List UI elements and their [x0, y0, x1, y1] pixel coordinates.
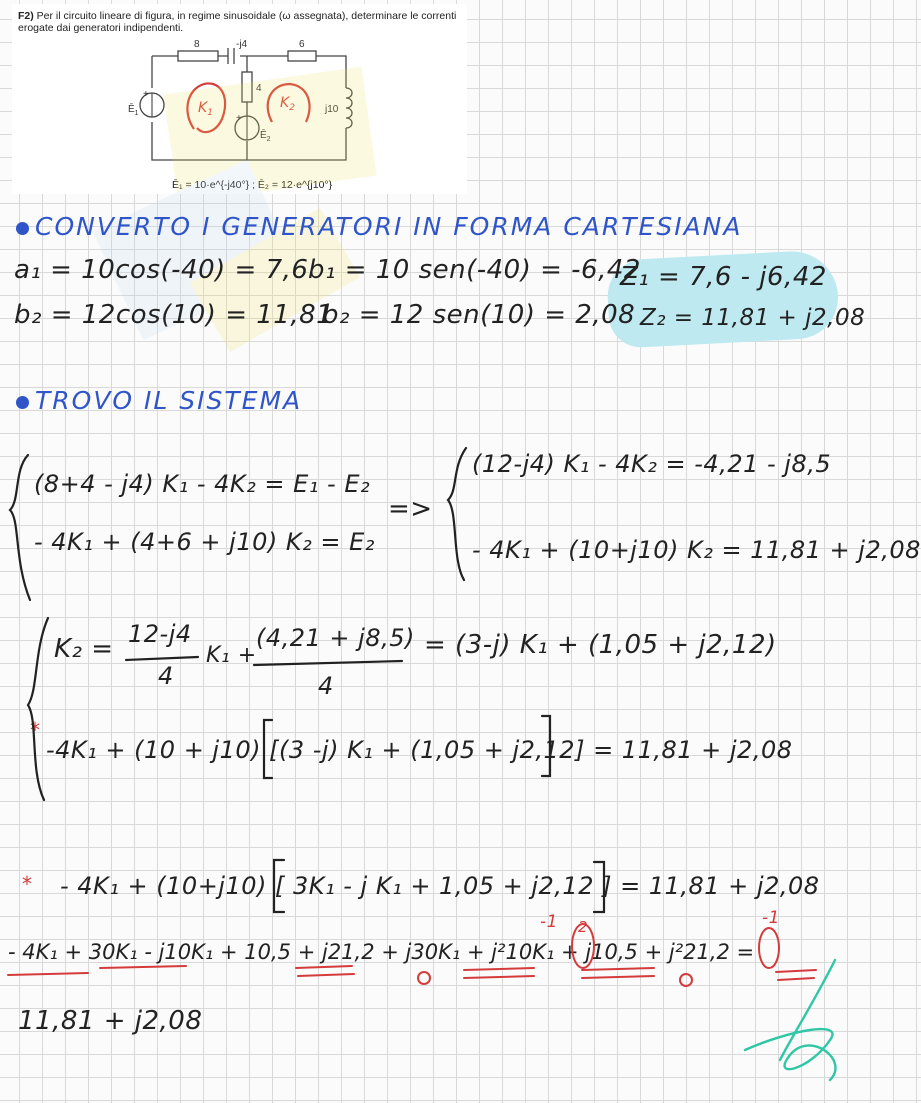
underline-10 — [778, 978, 814, 980]
heading-convert-text: CONVERTO I GENERATORI IN FORMA CARTESIANA — [35, 212, 743, 241]
fraction-bar-2 — [254, 661, 402, 665]
underline-4 — [298, 974, 354, 976]
problem-text: Per il circuito lineare di figura, in regime sinusoidale (ω assegnata), determinare le correnti erogate dai generatori indipendenti. — [18, 10, 457, 34]
problem-panel — [12, 4, 467, 194]
plus-e2: + — [236, 113, 242, 124]
heading-convert — [16, 212, 743, 241]
exp-line3: 11,81 + j2,08 — [18, 1006, 203, 1036]
eq-b1: b₁ = 10 sen(-40) = -6,42 — [308, 255, 641, 285]
mark-minus1-b: -1 — [762, 908, 780, 928]
brace-sys2 — [448, 448, 466, 580]
sys3-frac1-den: 4 — [158, 662, 174, 690]
given-sources: Ē₁ = 10·e^{-j40°} ; Ē₂ = 12·e^{j10°} — [172, 179, 333, 191]
sys3-star: * — [30, 718, 41, 742]
label-e1: $Ē_1$ — [128, 104, 139, 117]
label-inductor: j10 — [325, 104, 339, 115]
resistor-8 — [178, 51, 218, 61]
resistor-6 — [288, 51, 316, 61]
underline-8 — [582, 976, 654, 978]
sys3-line2: -4K₁ + (10 + j10) [(3 -j) K₁ + (1,05 + j2,12] = 11,81 + j2,08 — [46, 736, 793, 764]
circuit-diagram — [12, 4, 467, 194]
implies-arrow: => — [388, 494, 433, 524]
sys3-k2: K₂ = — [54, 634, 114, 664]
underline-9 — [776, 970, 816, 972]
sys3-frac1-num: 12-j4 — [128, 620, 192, 648]
bullet-icon — [16, 222, 29, 235]
label-e2: $Ē_2$ — [260, 130, 271, 143]
eq-b2-cos: b₂ = 12cos(10) = 11,81 — [14, 300, 334, 330]
problem-label: F2) — [18, 10, 34, 22]
exp-line1: - 4K₁ + (10+j10) [ 3K₁ - j K₁ + 1,05 + j2,12 ] = 11,81 + j2,08 — [60, 872, 820, 900]
underline-7 — [582, 968, 654, 970]
eq-z2: Z₂ = 11,81 + j2,08 — [640, 305, 866, 331]
label-r8: 8 — [194, 39, 200, 50]
exp-line2: - 4K₁ + 30K₁ - j10K₁ + 10,5 + j21,2 + j30K₁ + j²10K₁ + j10,5 + j²21,2 = — [8, 940, 755, 964]
sys2-line1: (12-j4) K₁ - 4K₂ = -4,21 - j8,5 — [472, 450, 832, 478]
signature-mark — [745, 960, 835, 1080]
sys3-frac2-den: 4 — [318, 672, 334, 700]
mesh-k2-label: $K_2$ — [280, 95, 295, 113]
label-r4: 4 — [256, 83, 262, 94]
sys1-line1: (8+4 - j4) K₁ - 4K₂ = E₁ - E₂ — [34, 470, 371, 498]
mesh-k1-label: $K_1$ — [198, 100, 213, 118]
fraction-bar-1 — [126, 657, 198, 660]
eq-b2-sen: b₂ = 12 sen(10) = 2,08 — [322, 300, 636, 330]
sys2-line2: - 4K₁ + (10+j10) K₂ = 11,81 + j2,08 — [472, 536, 921, 564]
mark-2: 2 — [578, 918, 589, 936]
brace-sys1 — [10, 455, 30, 600]
sys3-rhs: = (3-j) K₁ + (1,05 + j2,12) — [424, 630, 777, 660]
underline-3 — [296, 966, 352, 968]
heading-system — [16, 386, 302, 415]
circle-j-2 — [759, 928, 779, 968]
circle-zero-1 — [418, 972, 430, 984]
sys1-line2: - 4K₁ + (4+6 + j10) K₂ = E₂ — [34, 528, 375, 556]
label-cap: -j4 — [236, 39, 248, 50]
resistor-4 — [242, 72, 252, 102]
label-r6: 6 — [299, 39, 305, 50]
eq-a1: a₁ = 10cos(-40) = 7,6 — [14, 255, 309, 285]
exp-star: * — [22, 872, 33, 896]
circle-zero-2 — [680, 974, 692, 986]
eq-z1: Z₁ = 7,6 - j6,42 — [620, 262, 827, 292]
underline-1 — [8, 973, 88, 975]
mark-minus1-a: -1 — [540, 912, 558, 932]
heading-system-text: TROVO IL SISTEMA — [35, 386, 303, 415]
underline-5 — [464, 968, 534, 970]
sys3-frac2-num: (4,21 + j8,5) — [256, 624, 415, 652]
brace-sys3 — [28, 618, 48, 800]
sys3-k1: K₁ + — [206, 643, 257, 668]
bullet-icon — [16, 396, 29, 409]
plus-e1: + — [143, 89, 149, 100]
underline-6 — [464, 976, 534, 978]
underline-2 — [100, 966, 186, 968]
